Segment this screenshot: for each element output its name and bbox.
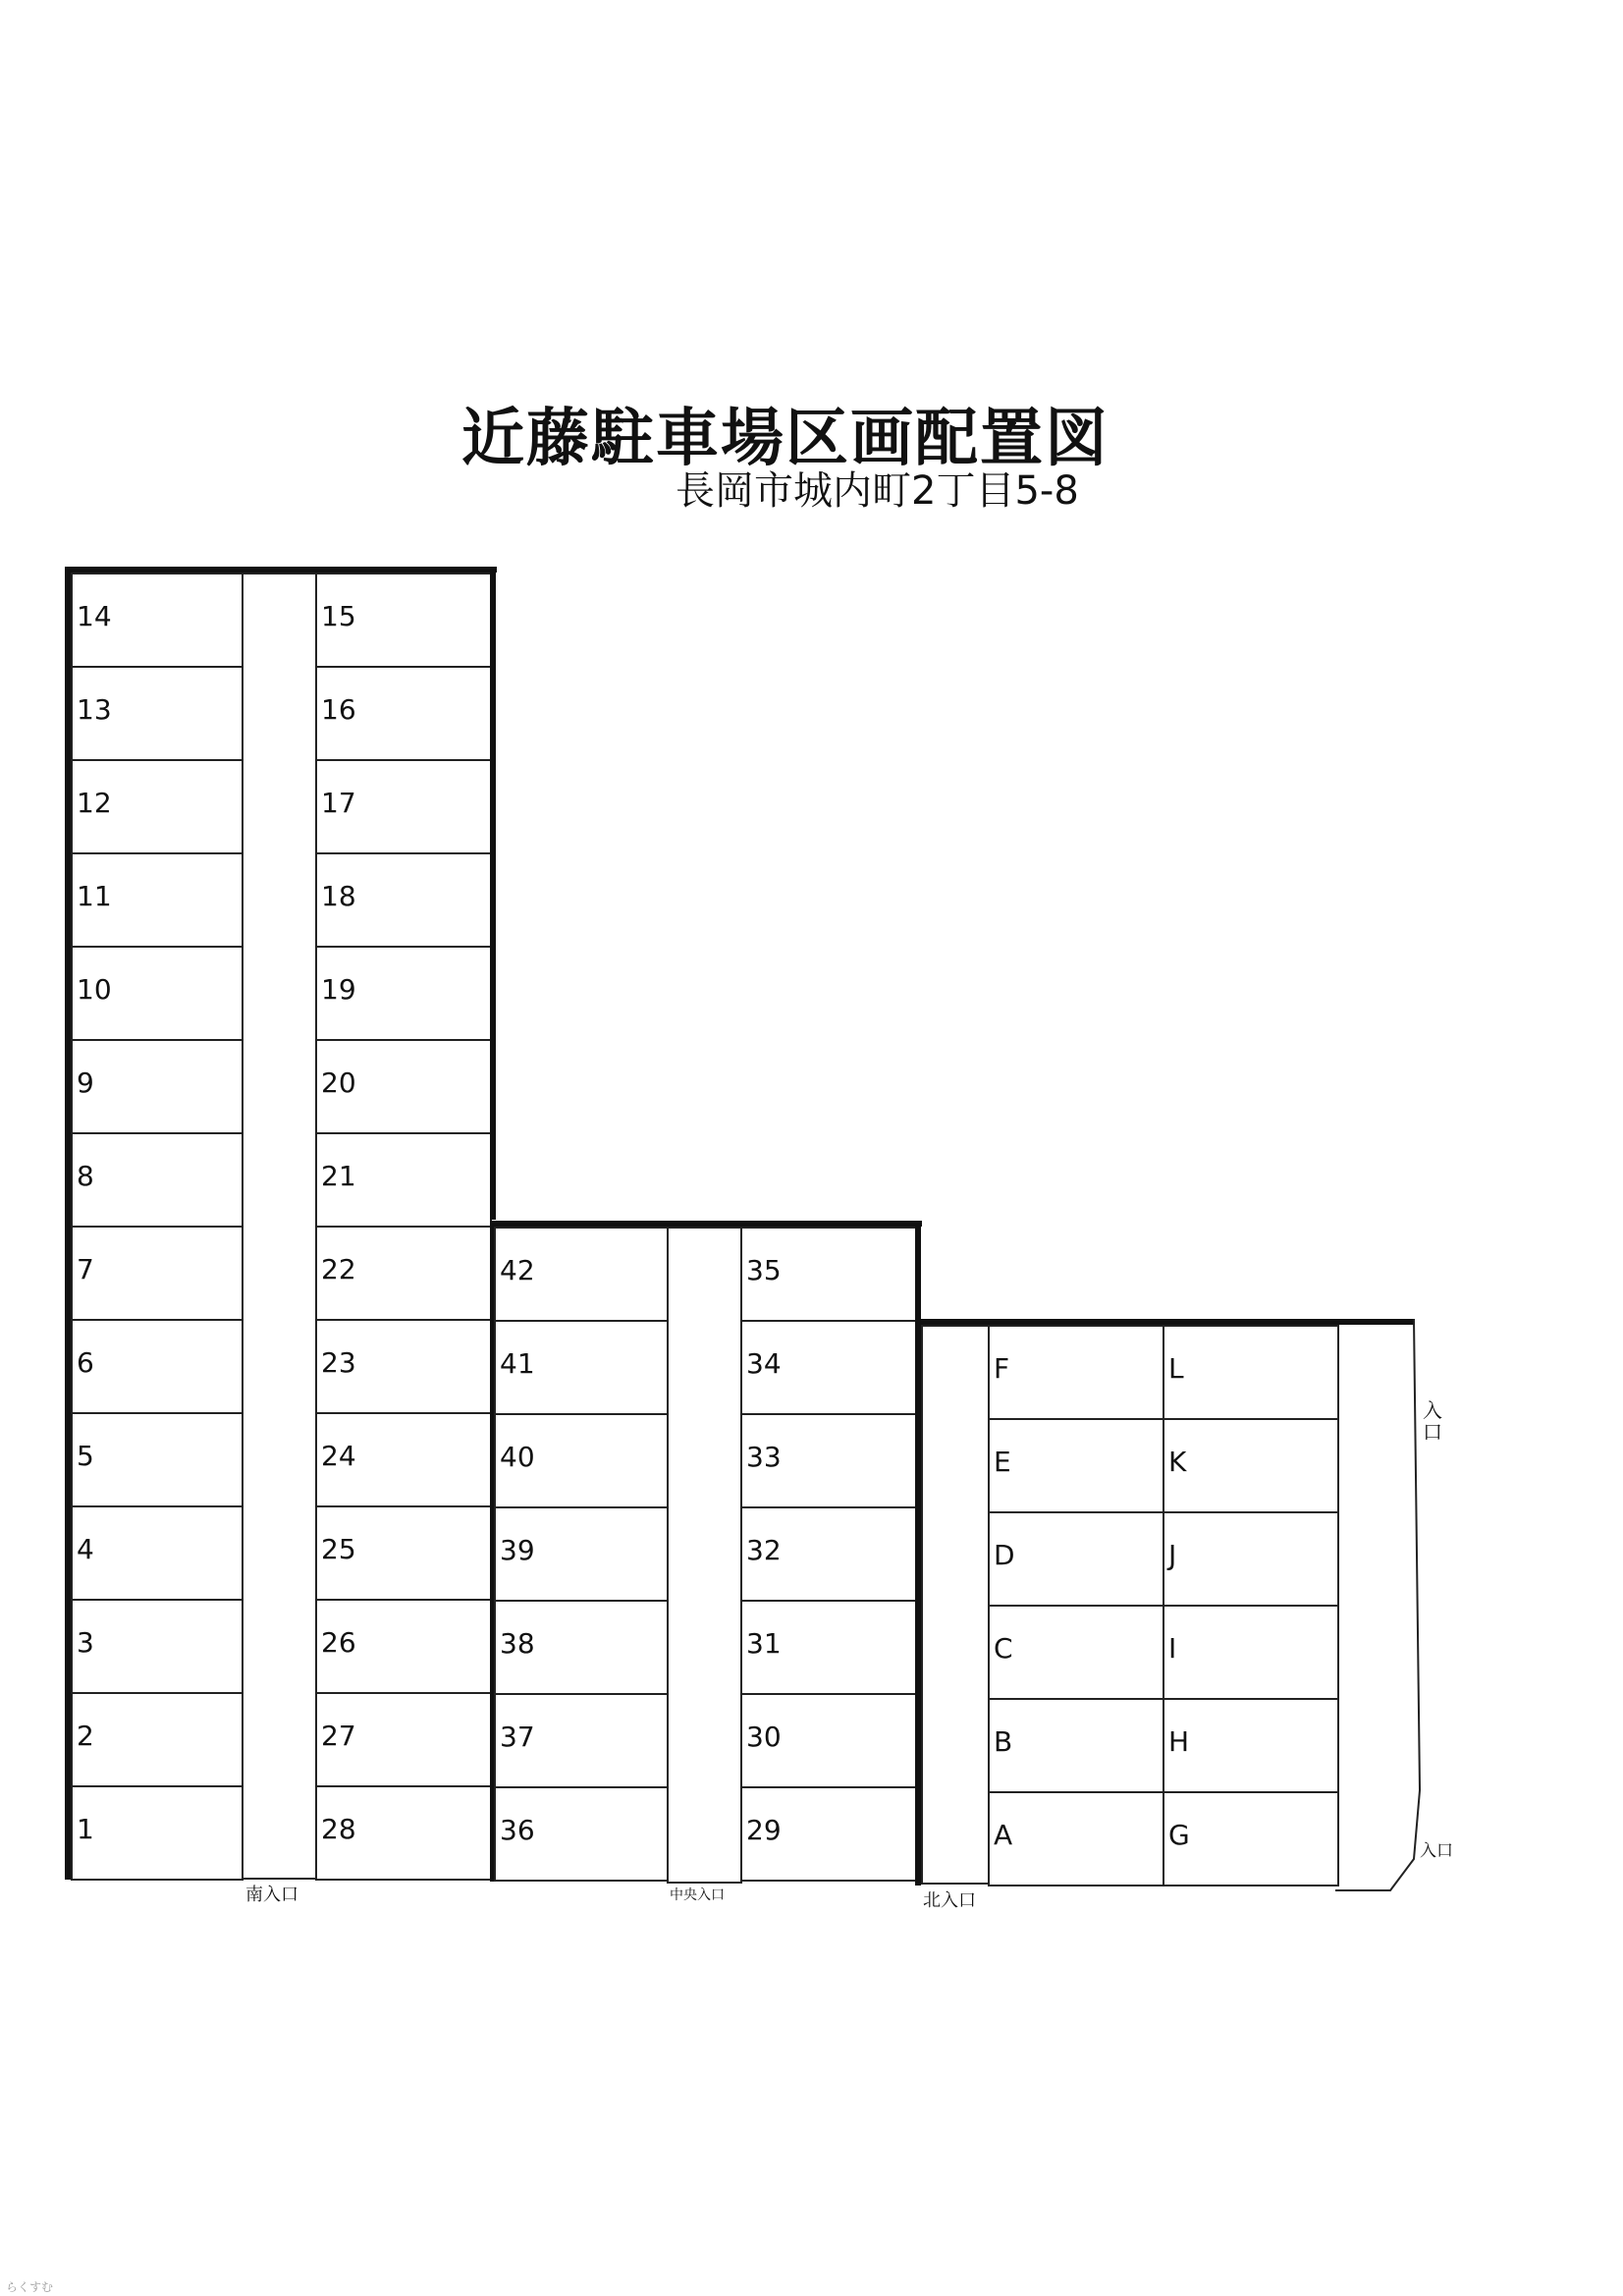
parking-space-number: 18: [321, 880, 356, 912]
parking-space: [71, 1785, 243, 1881]
parking-space-number: 21: [321, 1160, 356, 1192]
parking-space-number: 30: [746, 1721, 782, 1753]
parking-space-number: 24: [321, 1440, 356, 1472]
parking-space: [71, 759, 243, 854]
parking-space-number: 17: [321, 787, 356, 819]
parking-space: [740, 1506, 917, 1602]
south-entrance-label: 南入口: [245, 1885, 298, 1905]
parking-space: [988, 1418, 1164, 1513]
parking-space-number: 8: [77, 1160, 94, 1192]
parking-space: [315, 946, 492, 1041]
left-block-border-right: [490, 567, 496, 1220]
parking-space-number: I: [1168, 1632, 1177, 1665]
parking-space: [71, 573, 243, 668]
parking-space-number: 6: [77, 1346, 94, 1379]
parking-space: [315, 1505, 492, 1601]
parking-space-number: A: [994, 1819, 1013, 1851]
parking-space: [740, 1413, 917, 1508]
parking-space-number: 19: [321, 973, 356, 1006]
parking-space-number: 27: [321, 1720, 356, 1752]
parking-space-number: 16: [321, 693, 356, 726]
parking-space: [988, 1325, 1164, 1420]
parking-space-number: 1: [77, 1813, 94, 1845]
parking-space: [988, 1698, 1164, 1793]
parking-space: [494, 1320, 669, 1415]
parking-space: [740, 1600, 917, 1695]
parking-space-number: 34: [746, 1347, 782, 1380]
parking-space: [315, 1132, 492, 1228]
parking-space-number: K: [1168, 1446, 1187, 1478]
parking-space: [1163, 1698, 1339, 1793]
parking-space-number: 2: [77, 1720, 94, 1752]
parking-space: [1163, 1511, 1339, 1607]
left-block-border-mid: [490, 1221, 494, 1882]
parking-space-number: J: [1168, 1539, 1177, 1571]
parking-space: [740, 1786, 917, 1882]
parking-space-number: 13: [77, 693, 112, 726]
parking-space: [1163, 1418, 1339, 1513]
parking-space-number: 37: [500, 1721, 535, 1753]
parking-space: [315, 573, 492, 668]
parking-space-number: 15: [321, 600, 356, 632]
parking-space: [988, 1605, 1164, 1700]
east-upper-entrance-label: 入口: [1423, 1398, 1442, 1444]
parking-space-number: 39: [500, 1534, 535, 1566]
parking-space: [315, 666, 492, 761]
parking-space: [71, 1692, 243, 1787]
parking-space: [740, 1227, 917, 1322]
parking-space-number: 31: [746, 1627, 782, 1660]
parking-space-number: 35: [746, 1254, 782, 1286]
parking-space-number: 20: [321, 1066, 356, 1099]
mid-aisle: [667, 1227, 742, 1884]
parking-space: [71, 666, 243, 761]
parking-space: [71, 946, 243, 1041]
parking-space: [71, 1505, 243, 1601]
parking-space-number: 26: [321, 1626, 356, 1659]
parking-space-number: 36: [500, 1814, 535, 1846]
parking-space: [315, 1785, 492, 1881]
parking-space: [494, 1413, 669, 1508]
left-aisle: [242, 573, 317, 1880]
parking-space: [315, 1319, 492, 1414]
parking-space: [315, 1226, 492, 1321]
parking-space: [988, 1791, 1164, 1886]
parking-space: [71, 1132, 243, 1228]
parking-space: [71, 1599, 243, 1694]
parking-space: [71, 1319, 243, 1414]
parking-space-number: 28: [321, 1813, 356, 1845]
parking-space: [71, 852, 243, 948]
parking-space: [1163, 1791, 1339, 1886]
parking-space: [1163, 1605, 1339, 1700]
east-lower-entrance-label: 入口: [1420, 1841, 1453, 1861]
parking-space-number: 14: [77, 600, 112, 632]
parking-space-number: 11: [77, 880, 112, 912]
parking-space: [740, 1320, 917, 1415]
parking-space-number: 9: [77, 1066, 94, 1099]
north-entrance-label: 北入口: [923, 1890, 976, 1911]
parking-space: [494, 1600, 669, 1695]
east-boundary: [1335, 1319, 1434, 1898]
parking-space-number: B: [994, 1725, 1013, 1758]
parking-space-number: 42: [500, 1254, 535, 1286]
parking-space-number: D: [994, 1539, 1015, 1571]
parking-space: [315, 759, 492, 854]
parking-space-number: E: [994, 1446, 1011, 1478]
parking-space: [494, 1227, 669, 1322]
parking-space-number: 7: [77, 1253, 94, 1285]
parking-space-number: 33: [746, 1441, 782, 1473]
parking-space: [494, 1693, 669, 1788]
parking-space: [315, 1692, 492, 1787]
parking-space: [494, 1506, 669, 1602]
address: 長岡市城内町2丁目5-8: [676, 468, 1079, 514]
parking-space-number: H: [1168, 1725, 1190, 1758]
parking-space-number: 5: [77, 1440, 94, 1472]
parking-space-number: 10: [77, 973, 112, 1006]
parking-space: [315, 1599, 492, 1694]
parking-space-number: 38: [500, 1627, 535, 1660]
parking-space: [71, 1412, 243, 1507]
parking-space-number: C: [994, 1632, 1013, 1665]
parking-space-number: 25: [321, 1533, 356, 1565]
parking-space: [71, 1039, 243, 1134]
parking-space: [315, 1412, 492, 1507]
right-aisle: [921, 1325, 990, 1885]
parking-space-number: L: [1168, 1352, 1184, 1385]
parking-space-number: 23: [321, 1346, 356, 1379]
parking-space: [494, 1786, 669, 1882]
center-entrance-label: 中央入口: [670, 1887, 725, 1903]
parking-space-number: 32: [746, 1534, 782, 1566]
footer-logo-text: らくすむ: [6, 2280, 54, 2294]
parking-space: [315, 1039, 492, 1134]
parking-space-number: 29: [746, 1814, 782, 1846]
parking-space: [71, 1226, 243, 1321]
parking-space-number: G: [1168, 1819, 1190, 1851]
parking-space: [988, 1511, 1164, 1607]
parking-space-number: F: [994, 1352, 1010, 1385]
parking-space: [740, 1693, 917, 1788]
page-title: 近藤駐車場区画配置図: [461, 403, 1109, 475]
left-block-border-left: [65, 567, 71, 1880]
parking-space: [1163, 1325, 1339, 1420]
parking-space-number: 41: [500, 1347, 535, 1380]
parking-space-number: 40: [500, 1441, 535, 1473]
parking-space-number: 3: [77, 1626, 94, 1659]
parking-space-number: 22: [321, 1253, 356, 1285]
parking-space-number: 12: [77, 787, 112, 819]
parking-space: [315, 852, 492, 948]
parking-space-number: 4: [77, 1533, 94, 1565]
